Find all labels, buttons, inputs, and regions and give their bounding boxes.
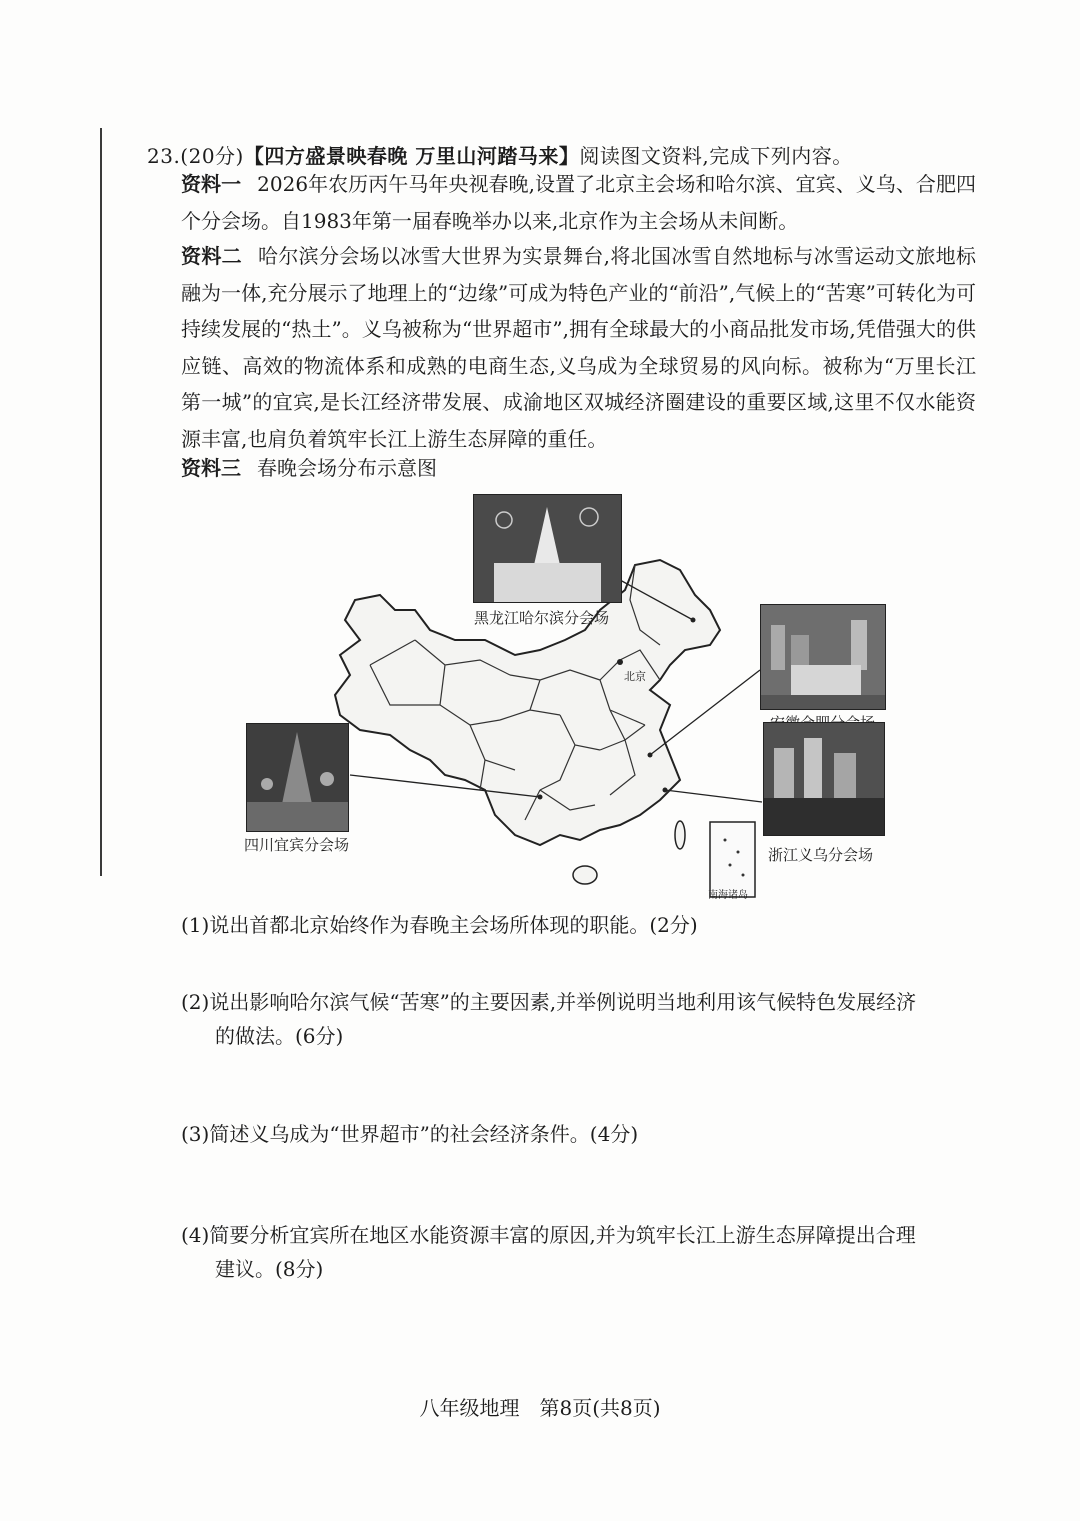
material-3 <box>181 452 437 481</box>
margin-line <box>100 128 102 876</box>
material-1 <box>181 166 976 239</box>
question-1-num: (1) <box>181 913 210 937</box>
material-1-text: 2026年农历丙午马年央视春晚,设置了北京主会场和哈尔滨、宜宾、义乌、合肥四个分会场。自1983年第一届春晚举办以来,北京作为主会场从未间断。 <box>181 172 976 233</box>
yiwu-photo <box>763 722 885 836</box>
material-3-text: 春晚会场分布示意图 <box>257 456 437 480</box>
yibin-caption: 四川宜宾分会场 <box>244 836 350 854</box>
material-2-text: 哈尔滨分会场以冰雪大世界为实景舞台,将北国冰雪自然地标与冰雪运动文旅地标融为一体,充分展示了地理上的“边缘”可成为特色产业的“前沿”,气候上的“苦寒”可转化为可持续发展的“热土”。义乌被称为“世界超市”,拥有全球最大的小商品批发市场,凭借强大的供应链、高效的物流体系和成熟的电商生态,义乌成为全球贸易的风向标。被称为“万里长江第一城”的宜宾,是长江经济带发展、成渝地区双城经济圈建设的重要区域,这里不仅水能资源丰富,也肩负着筑牢长江上游生态屏障的重任。 <box>181 244 976 451</box>
material-2 <box>181 238 976 457</box>
material-1-label: 资料一 <box>181 172 242 196</box>
question-number: 23.(20分) <box>147 144 244 168</box>
material-3-label: 资料三 <box>181 456 241 480</box>
hefei-photo <box>760 604 886 710</box>
harbin-caption: 黑龙江哈尔滨分会场 <box>474 609 610 627</box>
question-instruction: 阅读图文资料,完成下列内容。 <box>579 144 853 168</box>
question-2-num: (2) <box>181 990 210 1014</box>
yiwu-caption: 浙江义乌分会场 <box>768 846 874 864</box>
question-4-num: (4) <box>181 1223 210 1247</box>
question-3 <box>181 1117 976 1151</box>
page-footer: 八年级地理 第8页(共8页) <box>419 1396 661 1420</box>
south-sea-label: 南海诸岛 <box>708 890 748 901</box>
question-3-text: 简述义乌成为“世界超市”的社会经济条件。(4分) <box>209 1122 639 1146</box>
material-2-label: 资料二 <box>181 244 242 268</box>
question-topic: 【四方盛景映春晚 万里山河踏马来】 <box>243 144 580 168</box>
question-1-text: 说出首都北京始终作为春晚主会场所体现的职能。(2分) <box>209 913 698 937</box>
question-2-text: 说出影响哈尔滨气候“苦寒”的主要因素,并举例说明当地利用该气候特色发展经济 <box>209 990 917 1014</box>
question-2 <box>181 985 976 1053</box>
question-3-num: (3) <box>181 1122 210 1146</box>
yibin-photo <box>246 723 349 832</box>
harbin-photo <box>473 494 622 603</box>
beijing-marker <box>617 659 623 665</box>
question-header <box>147 140 853 169</box>
question-4-cont: 建议。(8分) <box>215 1257 324 1281</box>
question-4-text: 简要分析宜宾所在地区水能资源丰富的原因,并为筑牢长江上游生态屏障提出合理 <box>209 1223 916 1247</box>
beijing-label: 北京 <box>624 670 646 683</box>
question-2-cont: 的做法。(6分) <box>215 1024 344 1048</box>
question-4 <box>181 1218 976 1286</box>
question-1 <box>181 908 976 942</box>
venue-map-figure <box>240 490 900 905</box>
